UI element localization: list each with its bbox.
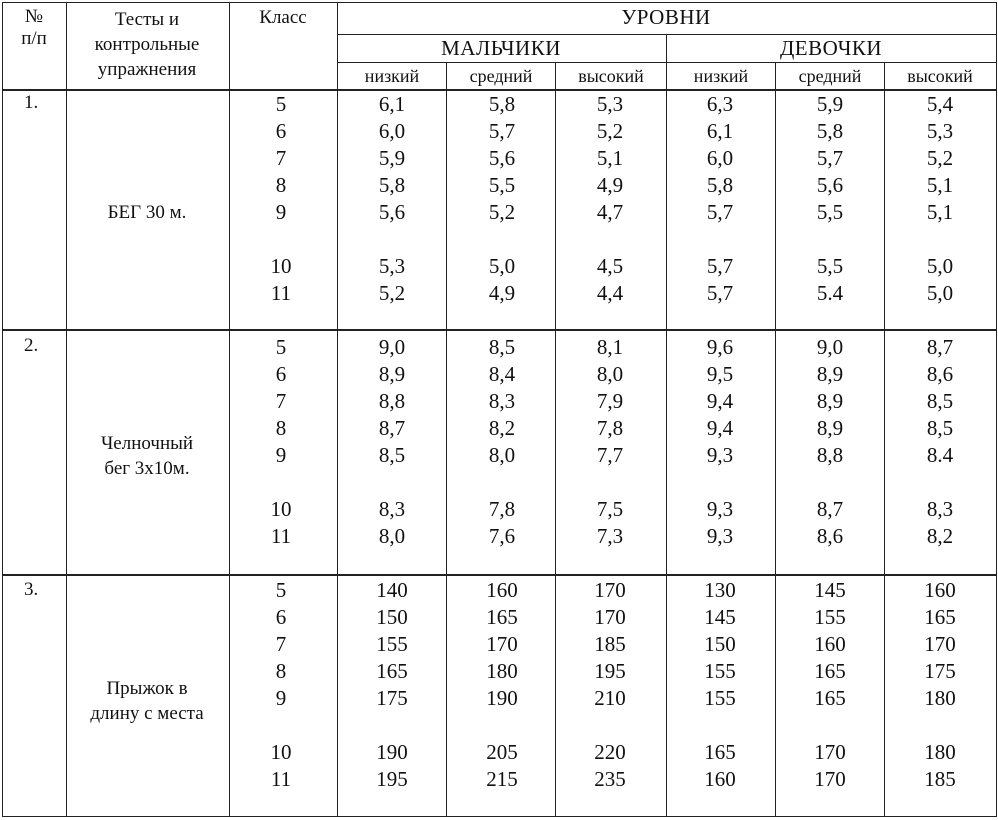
value-cell: 5,2	[378, 281, 406, 305]
value-cell: 8,2	[926, 524, 954, 548]
value-cell: 8,0	[488, 443, 516, 467]
value-cell: 6,0	[706, 146, 734, 170]
value-cell: 5,1	[926, 200, 954, 224]
class-cell: 8	[275, 416, 287, 440]
value-cell: 7,9	[596, 389, 624, 413]
class-cell: 9	[275, 200, 287, 224]
header-number-line-1: №	[24, 6, 44, 27]
value-cell: 6,1	[378, 92, 406, 116]
header-tests-line-3: упражнения	[97, 59, 197, 80]
class-cell: 7	[275, 146, 287, 170]
value-cell: 5,0	[488, 254, 516, 278]
value-cell: 7,7	[596, 443, 624, 467]
value-cell: 160	[704, 767, 736, 791]
value-cell: 215	[486, 767, 518, 791]
header-girls: ДЕВОЧКИ	[779, 36, 883, 60]
section-name-2-line-2: бег 3х10м.	[104, 458, 190, 479]
value-cell: 165	[376, 659, 408, 683]
value-cell: 220	[594, 740, 626, 764]
value-cell: 9,4	[706, 416, 734, 440]
header-number	[21, 6, 47, 50]
value-cell: 5,8	[378, 173, 406, 197]
section-name-2	[101, 431, 193, 481]
vline-6	[666, 34, 667, 817]
section-name-2-line-1: Челночный	[100, 433, 194, 454]
value-cell: 8,4	[488, 362, 516, 386]
value-cell: 7,8	[596, 416, 624, 440]
vline-1	[66, 2, 67, 817]
class-cell: 9	[275, 686, 287, 710]
value-cell: 5,7	[706, 281, 734, 305]
class-cell: 9	[275, 443, 287, 467]
class-cell: 8	[275, 173, 287, 197]
value-cell: 5,9	[816, 92, 844, 116]
value-cell: 170	[924, 632, 956, 656]
value-cell: 5,5	[816, 200, 844, 224]
value-cell: 130	[704, 578, 736, 602]
value-cell: 7,6	[488, 524, 516, 548]
class-cell: 7	[275, 389, 287, 413]
value-cell: 195	[594, 659, 626, 683]
class-cell: 5	[275, 92, 287, 116]
value-cell: 210	[594, 686, 626, 710]
value-cell: 175	[376, 686, 408, 710]
value-cell: 5,5	[488, 173, 516, 197]
vline-9	[996, 2, 997, 817]
value-cell: 8.4	[926, 443, 954, 467]
vline-2	[229, 2, 230, 817]
rule-bottom	[2, 816, 996, 817]
class-cell: 7	[275, 632, 287, 656]
value-cell: 180	[486, 659, 518, 683]
value-cell: 8,7	[378, 416, 406, 440]
value-cell: 5,3	[378, 254, 406, 278]
value-cell: 5.4	[816, 281, 844, 305]
level-boys-mid: средний	[469, 66, 533, 86]
section-number-1: 1.	[24, 92, 39, 113]
value-cell: 165	[924, 605, 956, 629]
rule-header-bottom	[2, 89, 996, 91]
value-cell: 5,6	[816, 173, 844, 197]
class-cell: 11	[270, 281, 292, 305]
section-number-3: 3.	[24, 579, 39, 600]
value-cell: 4,7	[596, 200, 624, 224]
rule-top	[2, 2, 996, 3]
level-boys-low: низкий	[364, 66, 420, 86]
value-cell: 9,3	[706, 497, 734, 521]
vline-4	[446, 62, 447, 817]
value-cell: 5,1	[596, 146, 624, 170]
value-cell: 8,9	[816, 389, 844, 413]
value-cell: 5,7	[706, 254, 734, 278]
value-cell: 5,6	[378, 200, 406, 224]
value-cell: 9,4	[706, 389, 734, 413]
value-cell: 160	[486, 578, 518, 602]
value-cell: 5,7	[706, 200, 734, 224]
value-cell: 5,6	[488, 146, 516, 170]
value-cell: 165	[814, 659, 846, 683]
header-tests-line-1: Тесты и	[114, 9, 180, 30]
value-cell: 4,9	[596, 173, 624, 197]
vline-5	[555, 62, 556, 817]
value-cell: 8,5	[926, 416, 954, 440]
value-cell: 8,9	[378, 362, 406, 386]
value-cell: 8,2	[488, 416, 516, 440]
value-cell: 170	[594, 578, 626, 602]
value-cell: 7,8	[488, 497, 516, 521]
vline-8	[884, 62, 885, 817]
value-cell: 145	[814, 578, 846, 602]
value-cell: 180	[924, 686, 956, 710]
value-cell: 5,7	[816, 146, 844, 170]
value-cell: 170	[594, 605, 626, 629]
value-cell: 5,8	[488, 92, 516, 116]
value-cell: 235	[594, 767, 626, 791]
value-cell: 145	[704, 605, 736, 629]
value-cell: 175	[924, 659, 956, 683]
header-tests	[95, 7, 200, 82]
value-cell: 9,6	[706, 335, 734, 359]
value-cell: 9,3	[706, 524, 734, 548]
value-cell: 5,2	[488, 200, 516, 224]
value-cell: 165	[486, 605, 518, 629]
value-cell: 4,5	[596, 254, 624, 278]
value-cell: 170	[486, 632, 518, 656]
class-cell: 5	[275, 335, 287, 359]
value-cell: 8,3	[378, 497, 406, 521]
header-class: Класс	[259, 7, 307, 28]
value-cell: 5,3	[926, 119, 954, 143]
value-cell: 8,1	[596, 335, 624, 359]
value-cell: 5,2	[926, 146, 954, 170]
value-cell: 170	[814, 767, 846, 791]
value-cell: 8,9	[816, 416, 844, 440]
value-cell: 155	[704, 686, 736, 710]
vline-0	[2, 2, 3, 817]
value-cell: 5,3	[596, 92, 624, 116]
value-cell: 5,9	[378, 146, 406, 170]
section-name-3-line-1: Прыжок в	[106, 678, 188, 699]
value-cell: 165	[704, 740, 736, 764]
value-cell: 185	[924, 767, 956, 791]
value-cell: 4,4	[596, 281, 624, 305]
header-levels: УРОВНИ	[621, 5, 711, 29]
section-number-2: 2.	[24, 335, 39, 356]
class-cell: 10	[270, 497, 292, 521]
value-cell: 8,5	[926, 389, 954, 413]
rule-section-1	[2, 329, 996, 331]
value-cell: 190	[486, 686, 518, 710]
value-cell: 8,5	[488, 335, 516, 359]
vline-3	[337, 2, 338, 817]
rule-section-2	[2, 574, 996, 576]
value-cell: 9,3	[706, 443, 734, 467]
value-cell: 5,0	[926, 281, 954, 305]
value-cell: 8,7	[926, 335, 954, 359]
value-cell: 5,4	[926, 92, 954, 116]
value-cell: 150	[376, 605, 408, 629]
level-girls-low: низкий	[693, 66, 749, 86]
value-cell: 4,9	[488, 281, 516, 305]
level-girls-mid: средний	[798, 66, 862, 86]
value-cell: 6,1	[706, 119, 734, 143]
value-cell: 7,5	[596, 497, 624, 521]
value-cell: 170	[814, 740, 846, 764]
value-cell: 195	[376, 767, 408, 791]
value-cell: 5,0	[926, 254, 954, 278]
class-cell: 10	[270, 254, 292, 278]
section-name-3-line-2: длину с места	[90, 703, 204, 724]
value-cell: 6,3	[706, 92, 734, 116]
value-cell: 8,9	[816, 362, 844, 386]
value-cell: 160	[814, 632, 846, 656]
value-cell: 155	[814, 605, 846, 629]
section-name-1	[108, 202, 187, 224]
value-cell: 5,2	[596, 119, 624, 143]
header-number-line-2: п/п	[21, 28, 47, 49]
class-cell: 5	[275, 578, 287, 602]
value-cell: 5,8	[816, 119, 844, 143]
value-cell: 6,0	[378, 119, 406, 143]
value-cell: 9,0	[378, 335, 406, 359]
value-cell: 5,1	[926, 173, 954, 197]
value-cell: 5,7	[488, 119, 516, 143]
section-name-3	[90, 676, 203, 726]
value-cell: 155	[704, 659, 736, 683]
value-cell: 150	[704, 632, 736, 656]
value-cell: 7,3	[596, 524, 624, 548]
level-boys-high: высокий	[578, 66, 644, 86]
value-cell: 165	[814, 686, 846, 710]
value-cell: 8,3	[488, 389, 516, 413]
value-cell: 160	[924, 578, 956, 602]
class-cell: 8	[275, 659, 287, 683]
value-cell: 8,0	[378, 524, 406, 548]
vline-7	[775, 62, 776, 817]
header-boys: МАЛЬЧИКИ	[441, 36, 561, 60]
value-cell: 205	[486, 740, 518, 764]
value-cell: 5,8	[706, 173, 734, 197]
class-cell: 6	[275, 362, 287, 386]
level-girls-high: высокий	[907, 66, 973, 86]
value-cell: 8,6	[926, 362, 954, 386]
class-cell: 10	[270, 740, 292, 764]
value-cell: 8,7	[816, 497, 844, 521]
value-cell: 8,0	[596, 362, 624, 386]
header-tests-line-2: контрольные	[94, 34, 200, 55]
value-cell: 180	[924, 740, 956, 764]
value-cell: 8,8	[378, 389, 406, 413]
value-cell: 185	[594, 632, 626, 656]
value-cell: 9,5	[706, 362, 734, 386]
class-cell: 11	[270, 767, 292, 791]
value-cell: 190	[376, 740, 408, 764]
value-cell: 9,0	[816, 335, 844, 359]
value-cell: 8,8	[816, 443, 844, 467]
class-cell: 11	[270, 524, 292, 548]
value-cell: 140	[376, 578, 408, 602]
value-cell: 5,5	[816, 254, 844, 278]
value-cell: 8,5	[378, 443, 406, 467]
value-cell: 8,6	[816, 524, 844, 548]
class-cell: 6	[275, 605, 287, 629]
value-cell: 155	[376, 632, 408, 656]
value-cell: 8,3	[926, 497, 954, 521]
section-name-1-line-1: БЕГ 30 м.	[107, 202, 187, 223]
class-cell: 6	[275, 119, 287, 143]
